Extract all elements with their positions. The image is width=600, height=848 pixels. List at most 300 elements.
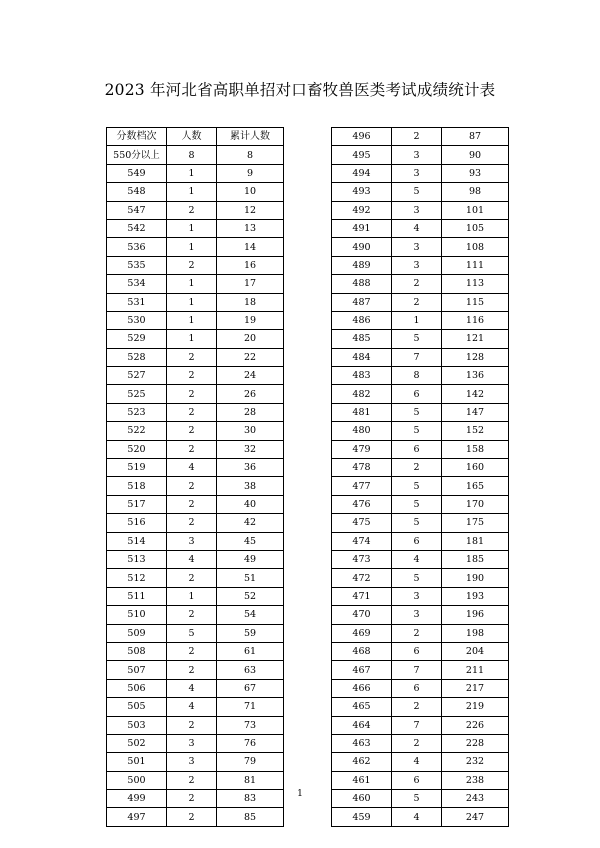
table-row [107, 146, 284, 164]
cell-score: 488 [332, 275, 392, 293]
cell-score: 550分以上 [107, 146, 167, 164]
cell-count: 4 [392, 550, 442, 568]
cell-count: 6 [392, 440, 442, 458]
cell-cumulative: 9 [217, 164, 284, 182]
table-row [332, 128, 509, 146]
cell-cumulative: 232 [442, 753, 509, 771]
cell-cumulative: 111 [442, 256, 509, 274]
cell-score: 487 [332, 293, 392, 311]
cell-cumulative: 22 [217, 348, 284, 366]
cell-score: 473 [332, 550, 392, 568]
cell-count: 2 [167, 606, 217, 624]
cell-score: 503 [107, 716, 167, 734]
cell-score: 483 [332, 367, 392, 385]
cell-cumulative: 63 [217, 661, 284, 679]
cell-cumulative: 196 [442, 606, 509, 624]
cell-score: 512 [107, 569, 167, 587]
cell-count: 3 [392, 238, 442, 256]
table-row [332, 403, 509, 421]
cell-count: 2 [167, 256, 217, 274]
cell-count: 1 [167, 293, 217, 311]
cell-count: 2 [167, 348, 217, 366]
cell-count: 8 [392, 367, 442, 385]
cell-score: 462 [332, 753, 392, 771]
cell-count: 3 [167, 753, 217, 771]
table-row [332, 679, 509, 697]
cell-score: 477 [332, 477, 392, 495]
cell-cumulative: 28 [217, 403, 284, 421]
table-row [107, 238, 284, 256]
cell-score: 520 [107, 440, 167, 458]
cell-cumulative: 54 [217, 606, 284, 624]
cell-count: 2 [167, 642, 217, 660]
score-table-right-body [332, 128, 509, 827]
score-table-right [331, 127, 509, 827]
cell-count: 1 [392, 311, 442, 329]
table-row [332, 440, 509, 458]
cell-cumulative: 61 [217, 642, 284, 660]
cell-score: 518 [107, 477, 167, 495]
table-row [332, 550, 509, 568]
cell-score: 500 [107, 771, 167, 789]
cell-cumulative: 32 [217, 440, 284, 458]
cell-count: 2 [167, 716, 217, 734]
cell-score: 549 [107, 164, 167, 182]
cell-score: 517 [107, 495, 167, 513]
table-row [107, 532, 284, 550]
table-row [107, 330, 284, 348]
cell-score: 472 [332, 569, 392, 587]
page-title: 2023 年河北省高职单招对口畜牧兽医类考试成绩统计表 [104, 81, 496, 99]
cell-count: 2 [167, 514, 217, 532]
cell-count: 3 [392, 146, 442, 164]
cell-cumulative: 76 [217, 734, 284, 752]
cell-cumulative: 24 [217, 367, 284, 385]
cell-score: 484 [332, 348, 392, 366]
cell-cumulative: 190 [442, 569, 509, 587]
table-row [332, 698, 509, 716]
cell-score: 509 [107, 624, 167, 642]
cell-score: 511 [107, 587, 167, 605]
cell-count: 1 [167, 311, 217, 329]
cell-count: 2 [167, 385, 217, 403]
cell-score: 494 [332, 164, 392, 182]
cell-score: 501 [107, 753, 167, 771]
cell-cumulative: 10 [217, 183, 284, 201]
table-row [332, 661, 509, 679]
cell-cumulative: 52 [217, 587, 284, 605]
cell-score: 528 [107, 348, 167, 366]
cell-score: 489 [332, 256, 392, 274]
table-row [332, 477, 509, 495]
cell-score: 513 [107, 550, 167, 568]
table-row [332, 771, 509, 789]
cell-score: 502 [107, 734, 167, 752]
table-row [107, 514, 284, 532]
cell-count: 2 [167, 661, 217, 679]
table-row [332, 459, 509, 477]
table-row [107, 698, 284, 716]
cell-count: 2 [167, 367, 217, 385]
cell-count: 2 [167, 477, 217, 495]
table-row [107, 661, 284, 679]
cell-score: 467 [332, 661, 392, 679]
cell-count: 4 [392, 808, 442, 826]
cell-cumulative: 160 [442, 459, 509, 477]
cell-cumulative: 108 [442, 238, 509, 256]
table-row [332, 569, 509, 587]
table-row [107, 256, 284, 274]
table-row [332, 532, 509, 550]
column-header-cumulative: 累计人数 [217, 128, 284, 146]
cell-count: 4 [167, 679, 217, 697]
table-row [107, 771, 284, 789]
cell-count: 6 [392, 532, 442, 550]
cell-count: 2 [167, 440, 217, 458]
table-row [107, 734, 284, 752]
cell-cumulative: 13 [217, 219, 284, 237]
cell-count: 3 [392, 256, 442, 274]
cell-score: 460 [332, 790, 392, 808]
cell-count: 2 [392, 293, 442, 311]
table-row [107, 753, 284, 771]
cell-score: 461 [332, 771, 392, 789]
cell-count: 8 [167, 146, 217, 164]
cell-cumulative: 175 [442, 514, 509, 532]
cell-cumulative: 85 [217, 808, 284, 826]
cell-score: 470 [332, 606, 392, 624]
cell-cumulative: 217 [442, 679, 509, 697]
cell-score: 519 [107, 459, 167, 477]
cell-cumulative: 98 [442, 183, 509, 201]
cell-score: 499 [107, 790, 167, 808]
cell-cumulative: 204 [442, 642, 509, 660]
cell-cumulative: 219 [442, 698, 509, 716]
cell-count: 3 [392, 164, 442, 182]
cell-cumulative: 113 [442, 275, 509, 293]
cell-count: 2 [392, 734, 442, 752]
cell-score: 469 [332, 624, 392, 642]
cell-score: 496 [332, 128, 392, 146]
cell-score: 510 [107, 606, 167, 624]
table-row [332, 164, 509, 182]
cell-count: 2 [167, 495, 217, 513]
cell-score: 530 [107, 311, 167, 329]
cell-count: 5 [392, 183, 442, 201]
cell-cumulative: 36 [217, 459, 284, 477]
cell-cumulative: 101 [442, 201, 509, 219]
table-row [107, 183, 284, 201]
cell-score: 547 [107, 201, 167, 219]
cell-count: 3 [167, 532, 217, 550]
cell-score: 485 [332, 330, 392, 348]
cell-count: 7 [392, 661, 442, 679]
table-row [332, 146, 509, 164]
cell-cumulative: 87 [442, 128, 509, 146]
cell-count: 6 [392, 385, 442, 403]
table-row [332, 201, 509, 219]
cell-count: 3 [392, 587, 442, 605]
cell-count: 5 [392, 403, 442, 421]
table-row [107, 440, 284, 458]
cell-cumulative: 105 [442, 219, 509, 237]
table-row [332, 219, 509, 237]
cell-score: 522 [107, 422, 167, 440]
cell-count: 5 [392, 477, 442, 495]
cell-cumulative: 38 [217, 477, 284, 495]
cell-cumulative: 81 [217, 771, 284, 789]
cell-score: 542 [107, 219, 167, 237]
cell-score: 479 [332, 440, 392, 458]
cell-cumulative: 152 [442, 422, 509, 440]
cell-cumulative: 12 [217, 201, 284, 219]
cell-score: 474 [332, 532, 392, 550]
cell-score: 471 [332, 587, 392, 605]
cell-count: 2 [167, 422, 217, 440]
table-row [332, 422, 509, 440]
cell-cumulative: 247 [442, 808, 509, 826]
cell-cumulative: 121 [442, 330, 509, 348]
cell-count: 1 [167, 275, 217, 293]
table-row [107, 716, 284, 734]
cell-count: 4 [167, 550, 217, 568]
cell-score: 478 [332, 459, 392, 477]
cell-score: 475 [332, 514, 392, 532]
cell-count: 1 [167, 238, 217, 256]
cell-count: 5 [392, 495, 442, 513]
cell-score: 491 [332, 219, 392, 237]
cell-count: 2 [167, 403, 217, 421]
page-number: 1 [297, 789, 303, 799]
cell-count: 5 [392, 422, 442, 440]
cell-score: 508 [107, 642, 167, 660]
cell-cumulative: 79 [217, 753, 284, 771]
table-row [332, 624, 509, 642]
cell-cumulative: 165 [442, 477, 509, 495]
table-row [332, 238, 509, 256]
cell-score: 525 [107, 385, 167, 403]
cell-cumulative: 71 [217, 698, 284, 716]
cell-count: 2 [392, 698, 442, 716]
table-row [332, 808, 509, 826]
table-row [107, 606, 284, 624]
table-row [332, 348, 509, 366]
table-row [332, 367, 509, 385]
score-table-left [106, 127, 284, 827]
table-row [107, 311, 284, 329]
cell-cumulative: 73 [217, 716, 284, 734]
table-row [332, 275, 509, 293]
cell-cumulative: 83 [217, 790, 284, 808]
table-row [107, 495, 284, 513]
cell-cumulative: 228 [442, 734, 509, 752]
cell-score: 481 [332, 403, 392, 421]
cell-count: 1 [167, 330, 217, 348]
cell-count: 2 [392, 459, 442, 477]
table-header-row [107, 128, 284, 146]
cell-cumulative: 142 [442, 385, 509, 403]
table-row [332, 495, 509, 513]
cell-cumulative: 238 [442, 771, 509, 789]
cell-cumulative: 147 [442, 403, 509, 421]
table-row [107, 367, 284, 385]
table-row [107, 587, 284, 605]
cell-count: 3 [167, 734, 217, 752]
cell-count: 5 [392, 514, 442, 532]
cell-cumulative: 16 [217, 256, 284, 274]
cell-cumulative: 211 [442, 661, 509, 679]
cell-cumulative: 19 [217, 311, 284, 329]
table-row [332, 385, 509, 403]
table-row [107, 550, 284, 568]
cell-cumulative: 30 [217, 422, 284, 440]
table-row [107, 679, 284, 697]
cell-score: 536 [107, 238, 167, 256]
cell-score: 490 [332, 238, 392, 256]
table-row [107, 477, 284, 495]
cell-count: 1 [167, 164, 217, 182]
cell-count: 5 [392, 790, 442, 808]
cell-count: 5 [167, 624, 217, 642]
cell-score: 486 [332, 311, 392, 329]
table-row [107, 624, 284, 642]
cell-cumulative: 90 [442, 146, 509, 164]
cell-score: 534 [107, 275, 167, 293]
table-row [107, 164, 284, 182]
cell-count: 4 [167, 459, 217, 477]
table-row [107, 808, 284, 826]
cell-cumulative: 18 [217, 293, 284, 311]
cell-count: 2 [167, 569, 217, 587]
cell-count: 2 [167, 790, 217, 808]
table-row [332, 606, 509, 624]
cell-score: 476 [332, 495, 392, 513]
table-row [332, 256, 509, 274]
cell-cumulative: 14 [217, 238, 284, 256]
cell-count: 7 [392, 716, 442, 734]
cell-score: 529 [107, 330, 167, 348]
cell-cumulative: 26 [217, 385, 284, 403]
cell-count: 5 [392, 330, 442, 348]
cell-cumulative: 8 [217, 146, 284, 164]
cell-count: 2 [392, 275, 442, 293]
cell-score: 531 [107, 293, 167, 311]
cell-score: 506 [107, 679, 167, 697]
cell-count: 2 [167, 771, 217, 789]
cell-count: 1 [167, 219, 217, 237]
column-header-count: 人数 [167, 128, 217, 146]
table-row [107, 403, 284, 421]
cell-score: 463 [332, 734, 392, 752]
table-row [332, 311, 509, 329]
cell-cumulative: 158 [442, 440, 509, 458]
score-table-left-body [107, 146, 284, 826]
cell-cumulative: 116 [442, 311, 509, 329]
cell-cumulative: 59 [217, 624, 284, 642]
cell-count: 2 [392, 128, 442, 146]
cell-count: 6 [392, 771, 442, 789]
table-row [107, 422, 284, 440]
table-row [107, 219, 284, 237]
table-row [107, 293, 284, 311]
cell-count: 3 [392, 606, 442, 624]
cell-score: 464 [332, 716, 392, 734]
cell-cumulative: 243 [442, 790, 509, 808]
table-row [107, 642, 284, 660]
cell-score: 523 [107, 403, 167, 421]
cell-score: 459 [332, 808, 392, 826]
table-row [332, 587, 509, 605]
cell-cumulative: 136 [442, 367, 509, 385]
table-row [332, 753, 509, 771]
cell-count: 4 [167, 698, 217, 716]
cell-cumulative: 226 [442, 716, 509, 734]
cell-count: 5 [392, 569, 442, 587]
cell-score: 495 [332, 146, 392, 164]
cell-cumulative: 115 [442, 293, 509, 311]
table-row [332, 734, 509, 752]
table-row [332, 642, 509, 660]
table-row [107, 201, 284, 219]
cell-score: 514 [107, 532, 167, 550]
cell-count: 4 [392, 219, 442, 237]
cell-cumulative: 20 [217, 330, 284, 348]
table-row [107, 569, 284, 587]
cell-cumulative: 49 [217, 550, 284, 568]
cell-cumulative: 51 [217, 569, 284, 587]
cell-count: 6 [392, 642, 442, 660]
cell-count: 2 [167, 808, 217, 826]
cell-count: 2 [167, 201, 217, 219]
cell-count: 6 [392, 679, 442, 697]
cell-cumulative: 198 [442, 624, 509, 642]
cell-score: 497 [107, 808, 167, 826]
table-row [107, 348, 284, 366]
cell-score: 466 [332, 679, 392, 697]
cell-cumulative: 181 [442, 532, 509, 550]
cell-cumulative: 40 [217, 495, 284, 513]
cell-score: 527 [107, 367, 167, 385]
cell-count: 7 [392, 348, 442, 366]
table-row [107, 385, 284, 403]
cell-score: 482 [332, 385, 392, 403]
cell-cumulative: 45 [217, 532, 284, 550]
cell-cumulative: 128 [442, 348, 509, 366]
cell-cumulative: 193 [442, 587, 509, 605]
table-row [107, 275, 284, 293]
cell-count: 1 [167, 183, 217, 201]
column-header-score: 分数档次 [107, 128, 167, 146]
cell-cumulative: 93 [442, 164, 509, 182]
table-row [332, 330, 509, 348]
cell-count: 1 [167, 587, 217, 605]
cell-score: 480 [332, 422, 392, 440]
cell-score: 505 [107, 698, 167, 716]
table-row [332, 183, 509, 201]
cell-cumulative: 17 [217, 275, 284, 293]
cell-score: 468 [332, 642, 392, 660]
cell-cumulative: 170 [442, 495, 509, 513]
table-row [332, 293, 509, 311]
table-row [332, 716, 509, 734]
cell-count: 3 [392, 201, 442, 219]
cell-count: 4 [392, 753, 442, 771]
cell-score: 548 [107, 183, 167, 201]
table-row [107, 459, 284, 477]
cell-count: 2 [392, 624, 442, 642]
cell-cumulative: 185 [442, 550, 509, 568]
cell-cumulative: 67 [217, 679, 284, 697]
